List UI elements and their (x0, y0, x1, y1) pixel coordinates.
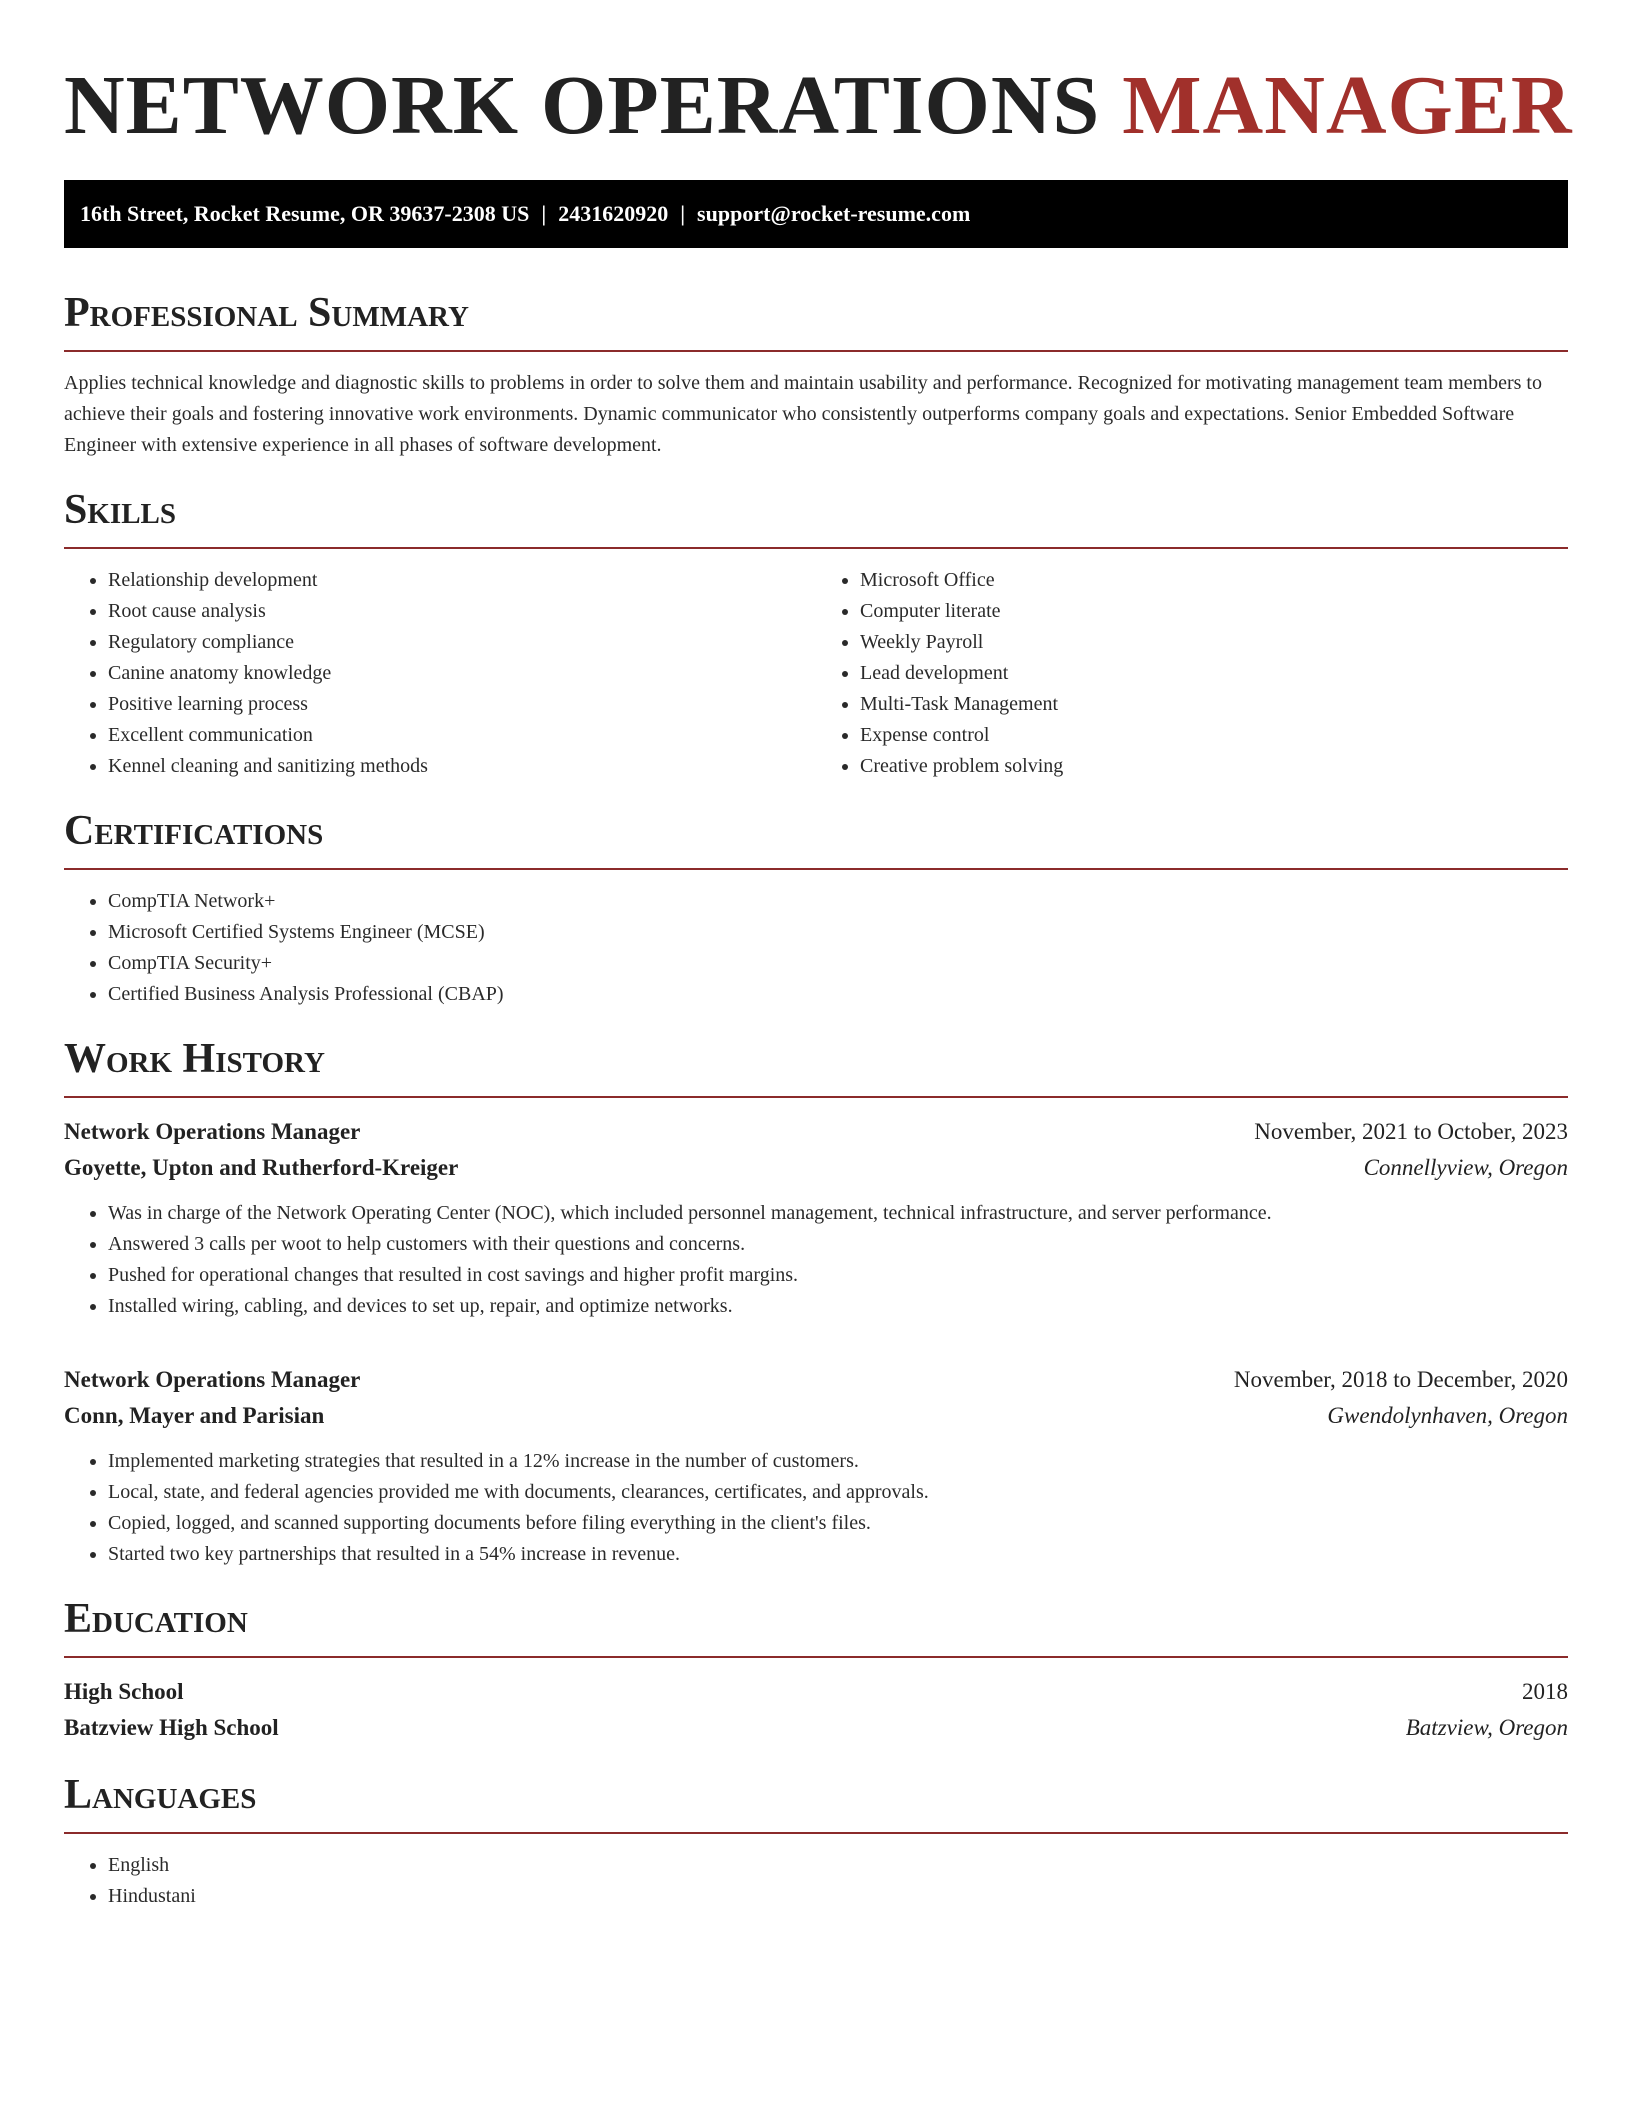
job-dates: November, 2018 to December, 2020 (1233, 1367, 1568, 1392)
contact-address: 16th Street, Rocket Resume, OR 39637-2308 US (80, 201, 530, 226)
job-entry (64, 1362, 1568, 1570)
skill-item: • Kennel cleaning and sanitizing methods (108, 751, 816, 782)
job-role: Network Operations Manager (64, 1367, 361, 1392)
skill-item: • Root cause analysis (108, 596, 816, 627)
job-role: Network Operations Manager (64, 1119, 361, 1144)
name-first: NETWORK OPERATIONS (64, 59, 1101, 152)
job-bullet: • Implemented marketing strategies that resulted in a 12% increase in the number of customers. (108, 1446, 1568, 1477)
skill-item: • Lead development (860, 658, 1568, 689)
summary-text: Applies technical knowledge and diagnostic skills to problems in order to solve them and maintain usability and performance. Recognized for motivating management team members to achieve their goals and fostering innovative work environments. Dynamic communicator who consistently outperforms company goals and expectations. Senior Embedded Software Engineer with extensive experience in all phases of software development. (64, 372, 1542, 456)
section-divider (64, 1832, 1568, 1834)
summary-title: Professional Summary (64, 290, 469, 336)
job-bullet: • Installed wiring, cabling, and devices to set up, repair, and optimize networks. (108, 1291, 1568, 1322)
work-history-section (64, 1034, 1568, 1570)
section-divider (64, 1656, 1568, 1658)
education-year: 2018 (1522, 1679, 1568, 1704)
language-item: • English (108, 1850, 1568, 1881)
section-divider (64, 1096, 1568, 1098)
job-subhead (64, 1150, 1568, 1186)
education-location: Batzview, Oregon (1405, 1715, 1568, 1740)
certifications-list (64, 886, 1568, 1010)
job-bullet: • Local, state, and federal agencies provided me with documents, clearances, certificates, and approvals. (108, 1477, 1568, 1508)
job-bullets (64, 1446, 1568, 1570)
skills-list-right (816, 565, 1568, 782)
job-bullet: • Started two key partnerships that resulted in a 54% increase in revenue. (108, 1539, 1568, 1570)
skill-item: • Microsoft Office (860, 565, 1568, 596)
skill-item: • Expense control (860, 720, 1568, 751)
work-history-title: Work History (64, 1036, 325, 1082)
skills-section (64, 485, 1568, 782)
skills-title: Skills (64, 487, 177, 533)
contact-bar (64, 180, 1568, 248)
contact-separator: | (680, 201, 686, 226)
skill-item: • Weekly Payroll (860, 627, 1568, 658)
education-head (64, 1674, 1568, 1710)
job-bullet: • Answered 3 calls per woot to help customers with their questions and concerns. (108, 1229, 1568, 1260)
job-bullet: • Copied, logged, and scanned supporting documents before filing everything in the client's files. (108, 1508, 1568, 1539)
education-section (64, 1594, 1568, 1746)
skill-item: • Multi-Task Management (860, 689, 1568, 720)
education-subhead (64, 1710, 1568, 1746)
contact-phone: 2431620920 (558, 201, 669, 226)
summary-section (64, 288, 1568, 461)
education-degree: High School (64, 1679, 184, 1704)
job-location: Connellyview, Oregon (1363, 1155, 1568, 1180)
education-title: Education (64, 1596, 248, 1642)
resume-name (64, 0, 1573, 154)
job-bullets (64, 1198, 1568, 1322)
job-company: Goyette, Upton and Rutherford-Kreiger (64, 1155, 459, 1180)
education-entry (64, 1674, 1568, 1746)
skill-item: • Positive learning process (108, 689, 816, 720)
certification-item: • Certified Business Analysis Professional (CBAP) (108, 979, 1568, 1010)
skill-item: • Excellent communication (108, 720, 816, 751)
contact-separator: | (541, 201, 547, 226)
section-divider (64, 350, 1568, 352)
languages-section (64, 1770, 1568, 1912)
languages-title: Languages (64, 1772, 257, 1818)
skill-item: • Computer literate (860, 596, 1568, 627)
job-head (64, 1362, 1568, 1398)
certification-item: • Microsoft Certified Systems Engineer (MCSE) (108, 917, 1568, 948)
skill-item: • Canine anatomy knowledge (108, 658, 816, 689)
language-item: • Hindustani (108, 1881, 1568, 1912)
contact-email: support@rocket-resume.com (697, 201, 971, 226)
job-entry (64, 1114, 1568, 1322)
job-subhead (64, 1398, 1568, 1434)
education-school: Batzview High School (64, 1715, 279, 1740)
job-dates: November, 2021 to October, 2023 (1254, 1119, 1568, 1144)
job-head (64, 1114, 1568, 1150)
skill-item: • Relationship development (108, 565, 816, 596)
job-company: Conn, Mayer and Parisian (64, 1403, 325, 1428)
skill-item: • Regulatory compliance (108, 627, 816, 658)
job-bullet: • Was in charge of the Network Operating Center (NOC), which included personnel management, technical infrastructure, and server performance. (108, 1198, 1568, 1229)
certifications-title: Certifications (64, 808, 324, 854)
languages-list (64, 1850, 1568, 1912)
job-bullet: • Pushed for operational changes that resulted in cost savings and higher profit margins. (108, 1260, 1568, 1291)
name-last: MANAGER (1122, 59, 1573, 152)
skills-grid (64, 549, 1568, 782)
job-location: Gwendolynhaven, Oregon (1327, 1403, 1568, 1428)
certification-item: • CompTIA Network+ (108, 886, 1568, 917)
skill-item: • Creative problem solving (860, 751, 1568, 782)
certification-item: • CompTIA Security+ (108, 948, 1568, 979)
section-divider (64, 868, 1568, 870)
skills-list-left (64, 565, 816, 782)
certifications-section (64, 806, 1568, 1010)
